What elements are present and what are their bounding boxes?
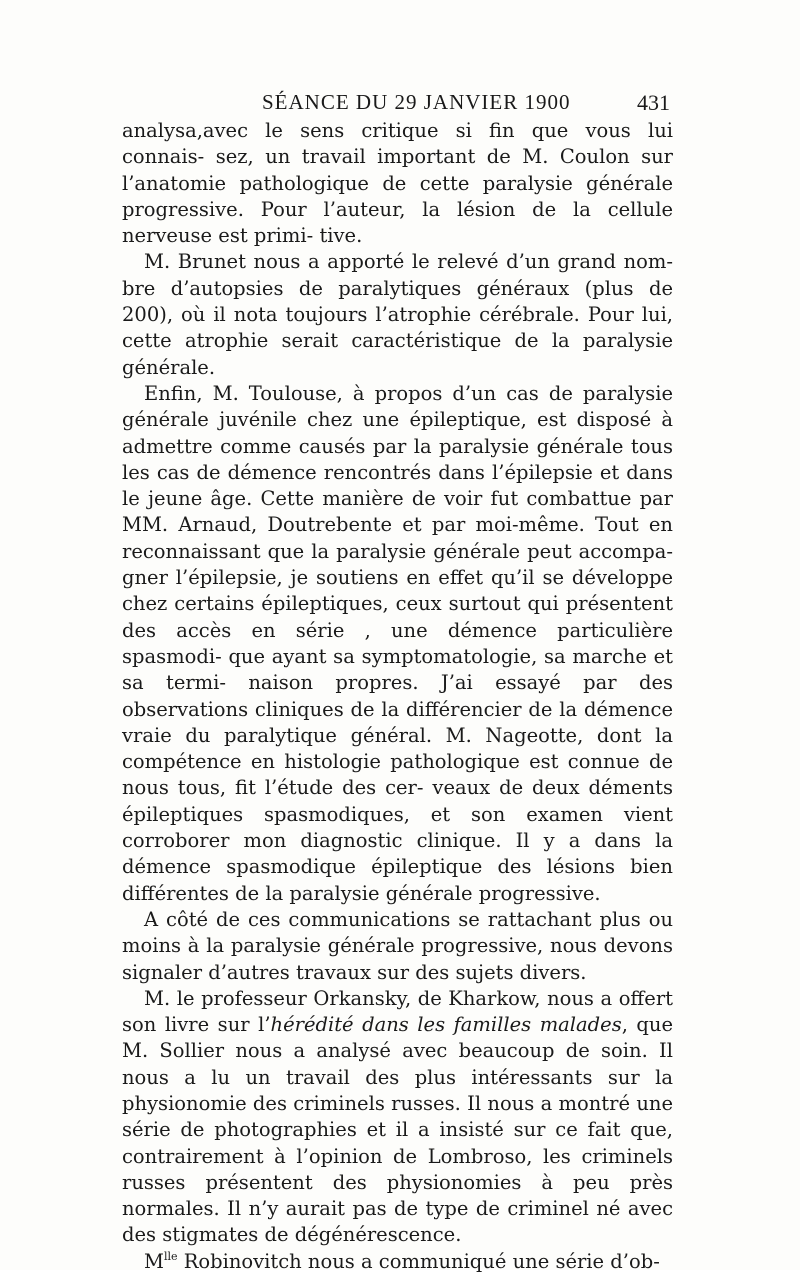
paragraph-4 [122,907,673,986]
paragraph-2 [122,249,673,380]
text-line: examen vient corroborer mon diagnostic clinique. Il y [122,802,674,853]
text-line: moins à la paralysie générale progressive, nous devons [122,934,673,958]
text-line: pathologique de cette paralysie générale progressive. [122,171,674,221]
text-line: les cas de démence rencontrés dans l’épilepsie et dans le [122,460,673,511]
body-text [122,118,673,1275]
text-line: bien différentes de la paralysie générale progressive. [122,855,673,905]
text-run: M. le professeur Orkansky, de Kharkow, nous a offert son livre sur l’ [122,986,673,1037]
text-line: veaux de deux déments épileptiques spasmodiques, et son [122,776,673,826]
superscript: lle [163,1249,178,1263]
book-title: hérédité dans les familles malades [270,1013,622,1037]
text-line: de la différencier de la démence vraie du paralytique [122,697,674,747]
text-line: A côté de ces communications se rattachant plus ou [144,907,673,931]
text-line: chez certains épileptiques, ceux surtout qui présentent [122,592,673,616]
page-header [130,90,670,118]
text-line: signaler d’autres travaux sur des sujets divers. [122,960,587,984]
text-line: jeune âge. Cette manière de voir fut combattue par [147,487,674,511]
text-run: M [144,1249,164,1273]
text-line: admettre comme causés par la paralysie générale tous [122,434,673,458]
text-line: M. Brunet nous a apporté le relevé d’un grand nom- [144,250,673,274]
page-number: 431 [637,90,670,115]
text-line: des accès en série , une démence particulière spasmodi- [122,618,673,668]
text-line: bre d’autopsies de paralytiques généraux (plus de 200), [122,276,673,327]
text-line: sez, un travail important de M. Coulon sur l’anatomie [122,145,673,195]
text-line: MM. Arnaud, Doutrebente et par moi-même. Tout en [122,513,673,537]
text-line: reconnaissant que la paralysie générale peut accompa- [122,539,673,563]
running-head: SÉANCE DU 29 JANVIER 1900 [262,90,571,114]
text-line: où il nota toujours l’atrophie cérébrale. Pour lui, cette [122,303,673,353]
text-line: générale juvénile chez une épileptique, est disposé à [122,408,673,432]
paragraph-5 [122,986,673,1249]
text-line: naison propres. J’ai essayé par des observations cliniques [122,671,673,721]
text-line: Pour l’auteur, la lésion de la cellule nerveuse est primi- [122,197,673,248]
text-line: a dans la démence spasmodique épileptique des lésions [122,829,673,879]
text-run: , que M. Sollier nous a analysé avec beaucoup de soin. Il nous a lu un travail des plus intéressants sur la physionomie des criminels russes. Il nous a montré une série de photographies et il a insisté sur ce fait que, contrairement à l’opinion de Lombroso, les criminels russes présentent des physionomies à peu près normales. Il n’y aurait pas de type de criminel né avec des stigmates de dégénérescence. [122,1013,673,1247]
text-line: atrophie serait caractéristique de la paralysie générale. [122,329,674,379]
paragraph-1 [122,118,673,249]
text-line: analysa,avec le sens critique si fin que vous lui connais- [122,119,673,169]
text-run: Robinovitch nous a communiqué une série d’ob- [177,1249,660,1273]
text-line: gner l’épilepsie, je soutiens en effet qu’il se développe [122,566,673,590]
text-line: pathologique est connue de nous tous, fit l’étude des cer- [122,750,674,800]
paragraph-3 [122,381,673,907]
text-line: tive. [319,224,363,248]
text-line: Enfin, M. Toulouse, à propos d’un cas de paralysie [144,381,673,405]
text-line: que ayant sa symptomatologie, sa marche et sa termi- [122,644,673,695]
text-line: général. M. Nageotte, dont la compétence en histologie [122,723,673,774]
paragraph-6 [122,1249,673,1275]
